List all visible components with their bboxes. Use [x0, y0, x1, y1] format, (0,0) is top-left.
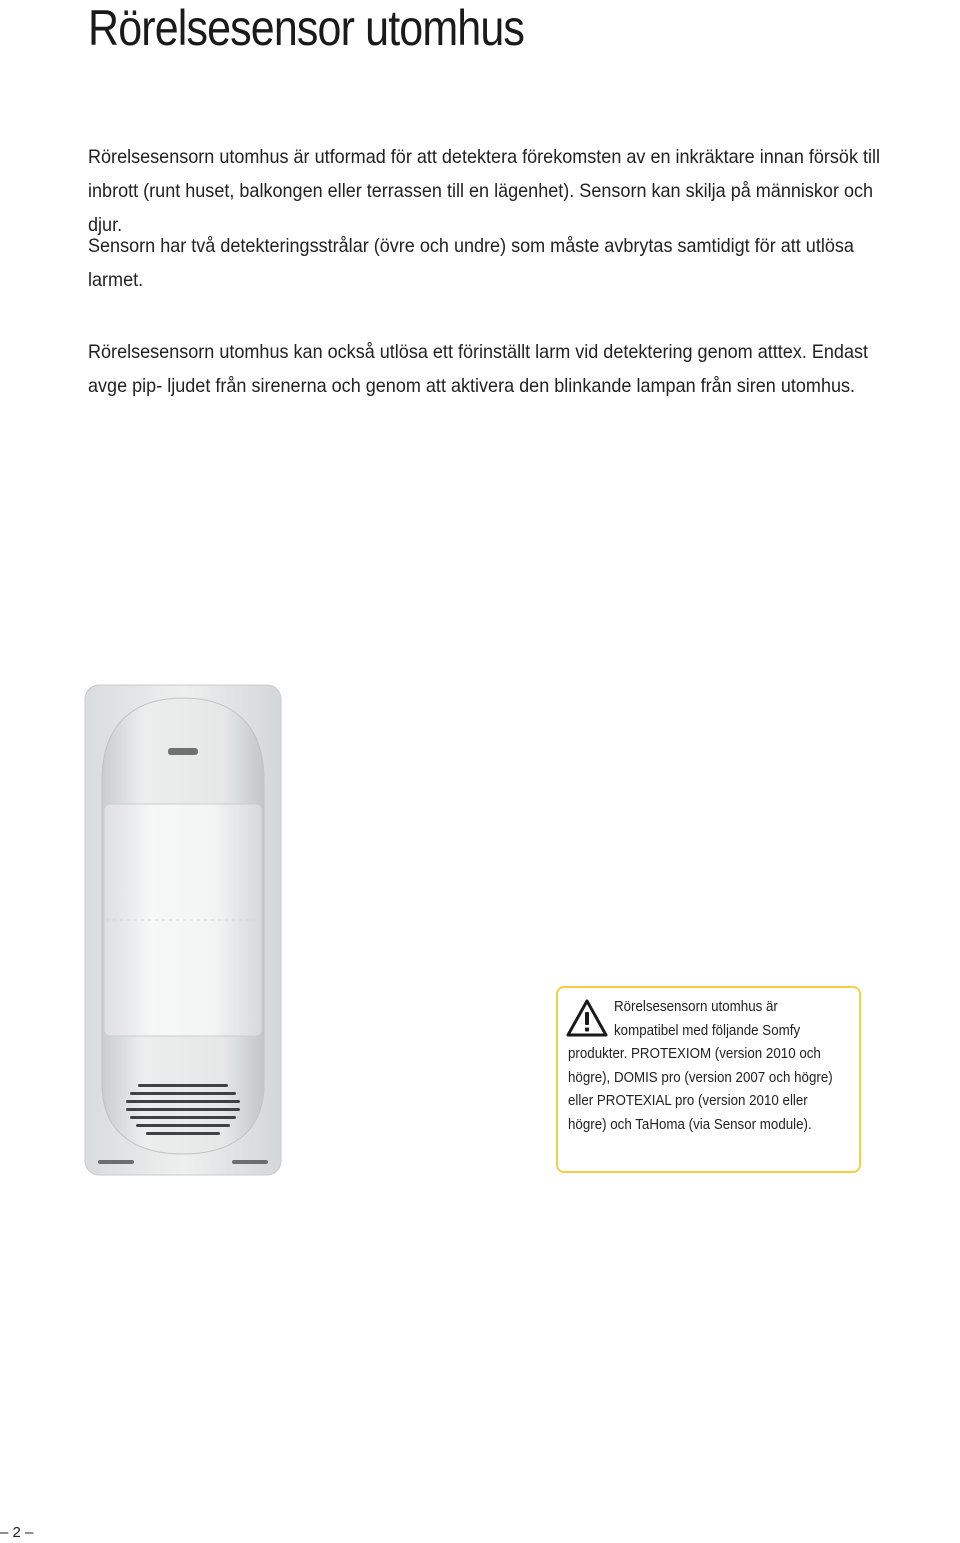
page-title: Rörelsesensor utomhus: [88, 0, 525, 56]
alarm-paragraph: Rörelsesensorn utomhus kan också utlösa ett förinställt larm vid detektering genom atttex. Endast avge pip- ljudet från sirenerna och genom att aktivera den blinkande lampan från siren utomhus.: [88, 341, 869, 397]
intro-paragraph: Rörelsesensorn utomhus är utformad för att detektera förekomsten av en inkräktare innan försök till inbrott (runt huset, balkongen eller terrassen till en lägenhet). Sensorn kan skilja på människor och djur.: [88, 146, 881, 236]
warning-text-content: Rörelsesensorn utomhus är kompatibel med följande Somfy produkter. PROTEXIOM (version 2010 och högre), DOMIS pro (version 2007 och högre) eller PROTEXIAL pro (version 2010 eller högre) och TaHoma (via Sensor module).: [568, 999, 833, 1133]
beams-paragraph: Sensorn har två detekteringsstrålar (övre och undre) som måste avbrytas samtidigt för att utlösa larmet.: [88, 235, 854, 291]
motion-sensor-image: [84, 684, 282, 1176]
compatibility-text: [568, 996, 835, 1138]
page-number: – 2 –: [0, 1524, 34, 1541]
compatibility-note: [556, 986, 861, 1173]
